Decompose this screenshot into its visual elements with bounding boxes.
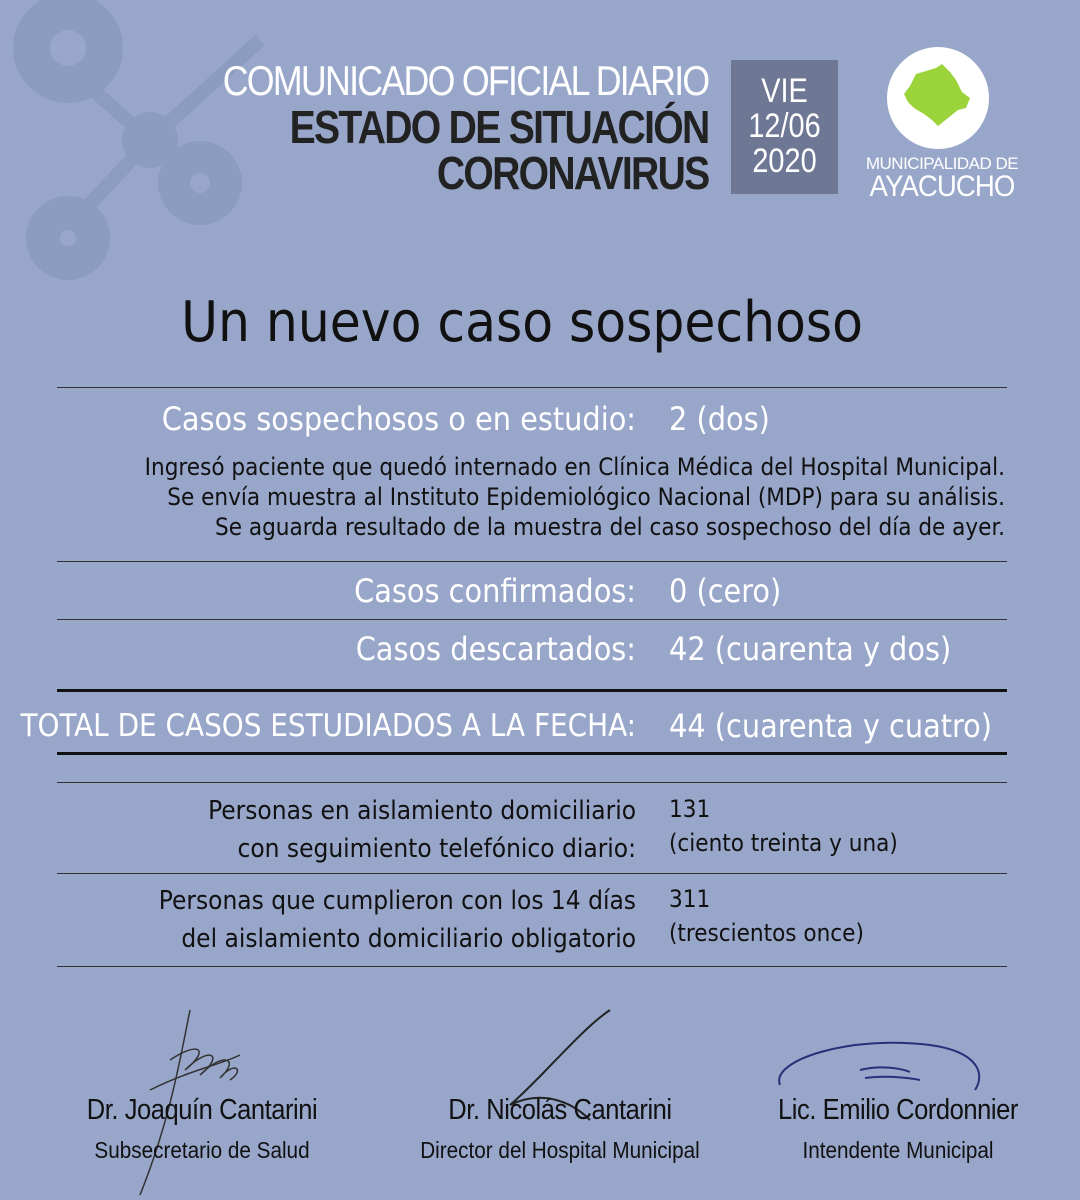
signature-role-1: Subsecretario de Salud: [94, 1137, 310, 1163]
signature-name-1: Dr. Joaquín Cantarini: [86, 1094, 318, 1126]
isolation-value-words: (ciento treinta y una): [669, 829, 898, 857]
signature-name-2: Dr. Nicolás Cantarini: [448, 1094, 672, 1126]
completed-label-line2: del aislamiento domiciliario obligatorio: [181, 924, 636, 954]
date-year: 2020: [752, 142, 817, 180]
isolation-label-line1: Personas en aislamiento domiciliario: [208, 796, 636, 826]
header-line3: CORONAVIRUS: [436, 147, 708, 199]
signature-role-3: Intendente Municipal: [802, 1137, 994, 1163]
row-label-total: TOTAL DE CASOS ESTUDIADOS A LA FECHA:: [20, 708, 636, 744]
date-day: VIE: [761, 72, 808, 110]
divider: [57, 387, 1007, 388]
row-value-confirmados: 0 (cero): [669, 572, 782, 610]
note-line: Se aguarda resultado de la muestra del caso sospechoso del día de ayer.: [215, 513, 1005, 541]
suspect-case-note: [145, 452, 1005, 542]
row-label-confirmados: Casos confirmados:: [354, 572, 636, 610]
divider: [57, 782, 1007, 783]
isolation-label-line2: con seguimiento telefónico diario:: [237, 834, 636, 864]
signature-name-3: Lic. Emilio Cordonnier: [778, 1094, 1018, 1126]
logo-text-line1: MUNICIPALIDAD DE: [865, 154, 1019, 173]
isolation-value-number: 131: [669, 795, 711, 823]
divider: [57, 561, 1007, 562]
row-value-sospechosos: 2 (dos): [669, 400, 770, 438]
completed-value-number: 311: [669, 885, 711, 913]
divider: [57, 966, 1007, 967]
header-titles: [137, 57, 709, 199]
completed-label-line1: Personas que cumplieron con los 14 días: [158, 886, 636, 916]
logo-text-line2: AYACUCHO: [869, 170, 1015, 203]
headline: Un nuevo caso sospechoso: [181, 290, 863, 355]
row-label-descartados: Casos descartados:: [355, 630, 636, 668]
row-label-sospechosos: Casos sospechosos o en estudio:: [161, 400, 636, 438]
date-daymonth: 12/06: [748, 107, 821, 145]
note-line: Ingresó paciente que quedó internado en Clínica Médica del Hospital Municipal.: [144, 453, 1005, 481]
divider: [57, 873, 1007, 874]
header-line2: ESTADO DE SITUACIÓN: [289, 101, 708, 153]
divider: [57, 619, 1007, 620]
date-box: [731, 60, 838, 194]
row-value-total: 44 (cuarenta y cuatro): [669, 707, 993, 745]
signature-role-2: Director del Hospital Municipal: [420, 1137, 700, 1163]
row-value-descartados: 42 (cuarenta y dos): [669, 630, 952, 668]
signature-3-graphic: [770, 1030, 990, 1100]
divider-thick: [57, 689, 1007, 692]
municipality-logo-icon: [886, 46, 990, 150]
completed-value-words: (trescientos once): [669, 919, 864, 947]
note-line: Se envía muestra al Instituto Epidemiológico Nacional (MDP) para su análisis.: [167, 483, 1005, 511]
header-line1: COMUNICADO OFICIAL DIARIO: [222, 57, 708, 104]
divider-thick: [57, 752, 1007, 755]
